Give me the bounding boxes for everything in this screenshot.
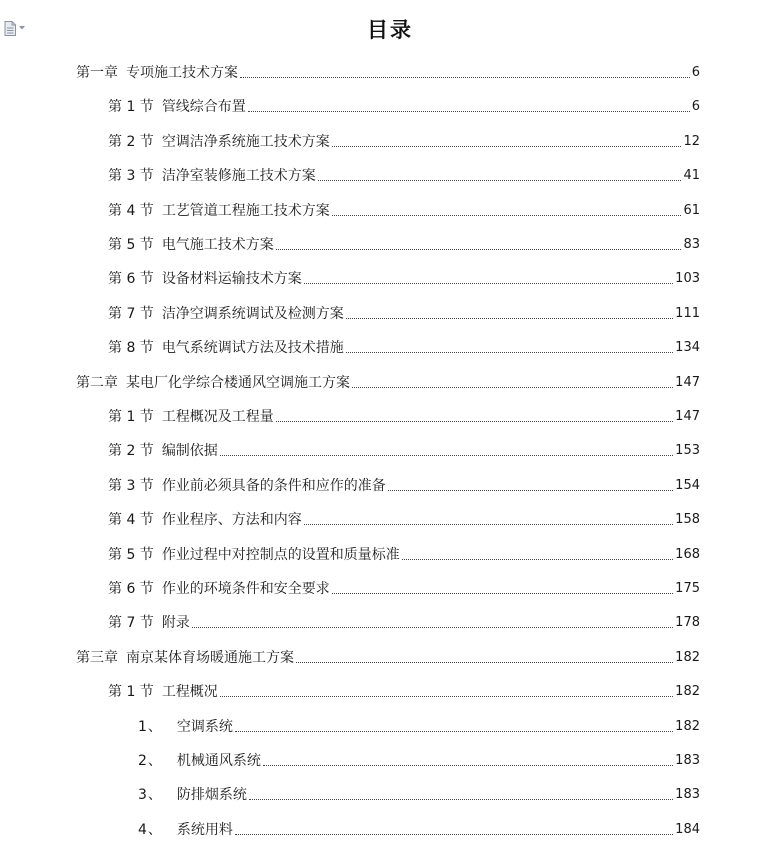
- toc-dot-leader: [235, 834, 673, 835]
- toc-entry-number: 第 5 节: [108, 546, 154, 563]
- toc-entry-page: 154: [675, 477, 700, 493]
- toc-dot-leader: [318, 180, 682, 181]
- toc-entry-page: 182: [675, 718, 700, 734]
- toc-entry-title: 电气施工技术方案: [161, 237, 274, 253]
- toc-dot-leader: [402, 559, 673, 560]
- toc-entry-page: 158: [675, 512, 700, 528]
- toc-entry-title: 工艺管道工程施工技术方案: [161, 202, 330, 219]
- toc-dot-leader: [304, 283, 673, 284]
- toc-dot-leader: [220, 696, 673, 697]
- toc-dot-leader: [249, 799, 673, 800]
- toc-entry[interactable]: [108, 574, 700, 598]
- toc-entry-page: 153: [675, 443, 700, 459]
- toc-entry[interactable]: [108, 127, 700, 151]
- toc-entry-number: 第 8 节: [108, 340, 154, 357]
- toc-entry-number: 第一章: [76, 65, 118, 81]
- toc-entry-number: 1、: [138, 718, 163, 735]
- toc-entry-number: 2、: [138, 753, 163, 769]
- toc-entry[interactable]: [76, 58, 700, 82]
- toc-entry-title: 工程概况及工程量: [161, 409, 274, 425]
- toc-entry-title: 系统用料: [176, 821, 233, 838]
- toc-entry-title: 洁净室装修施工技术方案: [161, 168, 316, 185]
- toc-dot-leader: [276, 421, 673, 422]
- toc-entry-number: 第 1 节: [108, 99, 154, 116]
- toc-dot-leader: [332, 215, 682, 216]
- toc-entry-page: 12: [683, 133, 700, 149]
- toc-dot-leader: [332, 593, 673, 594]
- toc-entry-title: 电气系统调试方法及技术措施: [161, 340, 344, 357]
- toc-entry[interactable]: [108, 540, 700, 564]
- toc-entry[interactable]: [108, 92, 700, 116]
- toc-entry[interactable]: [76, 643, 700, 667]
- toc-entry[interactable]: [138, 780, 700, 804]
- toc-entry[interactable]: [108, 471, 700, 495]
- toc-entry-title: 某电厂化学综合楼通风空调施工方案: [126, 374, 350, 391]
- toc-entry[interactable]: [138, 746, 700, 770]
- toc-entry-title: 专项施工技术方案: [126, 65, 238, 81]
- toc-entry-title: 附录: [161, 615, 190, 632]
- toc-entry-number: 第 7 节: [108, 615, 154, 632]
- toc-entry-title: 空调洁净系统施工技术方案: [161, 133, 330, 150]
- toc-entry-page: 134: [675, 340, 700, 356]
- toc-entry-title: 防排烟系统: [176, 787, 247, 804]
- toc-dot-leader: [220, 455, 673, 456]
- toc-entry[interactable]: [138, 712, 700, 736]
- toc-entry[interactable]: [108, 436, 700, 460]
- toc-dot-leader: [276, 249, 682, 250]
- toc-entry-page: 111: [675, 305, 700, 321]
- toc-dot-leader: [235, 731, 673, 732]
- toc-entry-number: 第 2 节: [108, 133, 154, 150]
- toc-dot-leader: [346, 352, 673, 353]
- toc-dot-leader: [240, 77, 690, 78]
- toc-entry-number: 第二章: [76, 374, 118, 391]
- toc-dot-leader: [346, 318, 673, 319]
- toc-dot-leader: [388, 490, 673, 491]
- toc-entry-page: 168: [675, 546, 700, 562]
- toc-dot-leader: [248, 111, 690, 112]
- toc-entry-number: 第 7 节: [108, 305, 154, 322]
- toc-entry-title: 空调系统: [176, 718, 233, 735]
- toc-entry[interactable]: [108, 161, 700, 185]
- toc-entry-page: 61: [683, 202, 700, 218]
- toc-dot-leader: [332, 146, 682, 147]
- toc-entry-page: 6: [691, 65, 700, 80]
- toc-dot-leader: [352, 387, 673, 388]
- toc-entry-number: 第 6 节: [108, 581, 154, 597]
- toc-entry-number: 第 1 节: [108, 684, 154, 701]
- toc-entry-title: 作业的环境条件和安全要求: [161, 581, 330, 597]
- toc-entry[interactable]: [108, 402, 700, 426]
- toc-entry[interactable]: [108, 333, 700, 357]
- toc-entry-number: 第 3 节: [108, 168, 154, 185]
- toc-entry-page: 41: [683, 168, 700, 184]
- toc-entry-title: 设备材料运输技术方案: [161, 271, 302, 288]
- toc-entry[interactable]: [138, 815, 700, 839]
- toc-entry-title: 编制依据: [161, 443, 218, 460]
- toc-entry[interactable]: [108, 230, 700, 254]
- toc-entry-page: 182: [675, 649, 700, 665]
- toc-dot-leader: [296, 662, 673, 663]
- toc-entry-number: 3、: [138, 787, 163, 804]
- toc-entry-title: 作业程序、方法和内容: [161, 512, 302, 529]
- toc-entry-number: 第 1 节: [108, 409, 154, 425]
- toc-entry-page: 147: [675, 409, 700, 424]
- toc-entry-number: 第 3 节: [108, 477, 154, 494]
- toc-entry-page: 184: [675, 821, 700, 837]
- page-title: 目录: [367, 17, 413, 42]
- toc-entry-number: 第 6 节: [108, 271, 154, 288]
- toc-entry-title: 南京某体育场暖通施工方案: [126, 649, 294, 666]
- toc-entry-number: 第 4 节: [108, 202, 154, 219]
- toc-entry-title: 洁净空调系统调试及检测方案: [161, 305, 344, 322]
- toc-entry-page: 103: [675, 271, 700, 287]
- toc-entry-number: 第 4 节: [108, 512, 154, 529]
- toc-entry-number: 第 5 节: [108, 237, 154, 253]
- toc-dot-leader: [192, 627, 673, 628]
- toc-entry-title: 管线综合布置: [161, 99, 246, 116]
- toc-entry[interactable]: [108, 608, 700, 632]
- toc-entry[interactable]: [108, 505, 700, 529]
- toc-entry[interactable]: [76, 368, 700, 392]
- toc-entry-number: 第三章: [76, 649, 118, 666]
- toc-entry-number: 4、: [138, 821, 163, 838]
- toc-entry-page: 182: [675, 684, 700, 700]
- toc-entry-page: 147: [675, 374, 700, 390]
- toc-entry-page: 83: [683, 237, 700, 252]
- toc-entry-title: 机械通风系统: [176, 753, 261, 769]
- toc-entry-title: 作业过程中对控制点的设置和质量标准: [161, 546, 400, 563]
- toc-entry-number: 第 2 节: [108, 443, 154, 460]
- toc-entry-page: 6: [691, 99, 700, 115]
- toc-entry-page: 178: [675, 615, 700, 631]
- toc-entry[interactable]: [108, 196, 700, 220]
- toc-dot-leader: [304, 524, 673, 525]
- toc-entry-title: 工程概况: [161, 684, 218, 701]
- toc-entry-page: 175: [675, 581, 700, 596]
- toc-entry-title: 作业前必须具备的条件和应作的准备: [161, 477, 386, 494]
- toc-dot-leader: [263, 765, 673, 766]
- toc-entry-page: 183: [675, 787, 700, 803]
- toc-entry[interactable]: [108, 264, 700, 288]
- toc-entry-page: 183: [675, 753, 700, 768]
- toc-entry[interactable]: [108, 299, 700, 323]
- toc-entry[interactable]: [108, 677, 700, 701]
